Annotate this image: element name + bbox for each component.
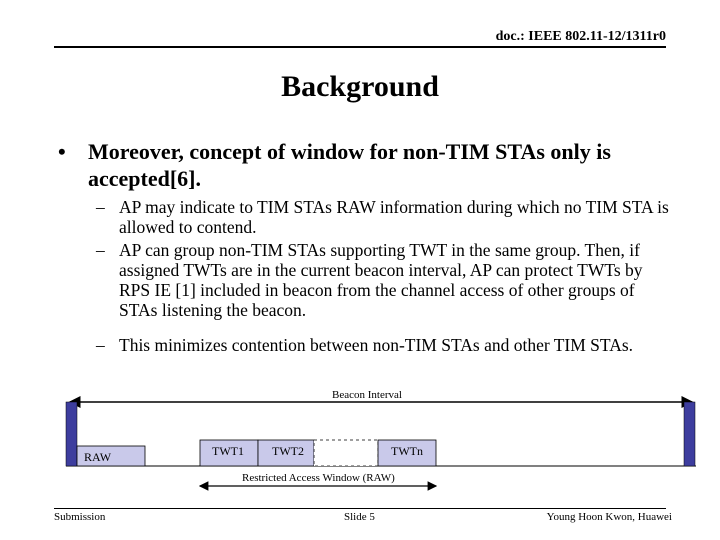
twtn-label: TWTn [391, 444, 423, 458]
footer-slide-number: Slide 5 [344, 511, 375, 523]
beacon-interval-label: Beacon Interval [332, 389, 402, 401]
twt-gap-slot [314, 440, 378, 466]
footer-divider [54, 508, 666, 509]
slide-title: Background [281, 70, 439, 103]
sub-bullet-text: This minimizes contention between non-TIM STAs and other TIM STAs. [119, 335, 634, 355]
twt2-label: TWT2 [272, 444, 304, 458]
sub-bullet-text: AP may indicate to TIM STAs RAW information during which no TIM STA is allowed to contend. [119, 197, 669, 237]
document-id: doc.: IEEE 802.11-12/1311r0 [495, 29, 666, 44]
main-bullet-text: Moreover, concept of window for non-TIM STAs only is accepted[6]. [88, 139, 611, 191]
raw-label: RAW [84, 450, 112, 464]
footer-left: Submission [54, 511, 106, 523]
twt1-label: TWT1 [212, 444, 244, 458]
footer-author: Young Hoon Kwon, Huawei [546, 511, 672, 523]
raw-window-label: Restricted Access Window (RAW) [242, 472, 395, 484]
bullet-marker: • [58, 139, 66, 164]
beacon-frame-start [66, 402, 77, 466]
sub-bullet-marker: – [96, 197, 105, 217]
beacon-frame-end [684, 402, 695, 466]
sub-bullet-marker: – [96, 240, 105, 260]
sub-bullet-marker: – [96, 335, 105, 355]
sub-bullet-text: AP can group non-TIM STAs supporting TWT in the same group. Then, if assigned TWTs are in the current beacon interval, AP can protect TWTs by RPS IE [1] included in beacon from the channel access of other groups of STAs listening the beacon. [119, 240, 643, 320]
